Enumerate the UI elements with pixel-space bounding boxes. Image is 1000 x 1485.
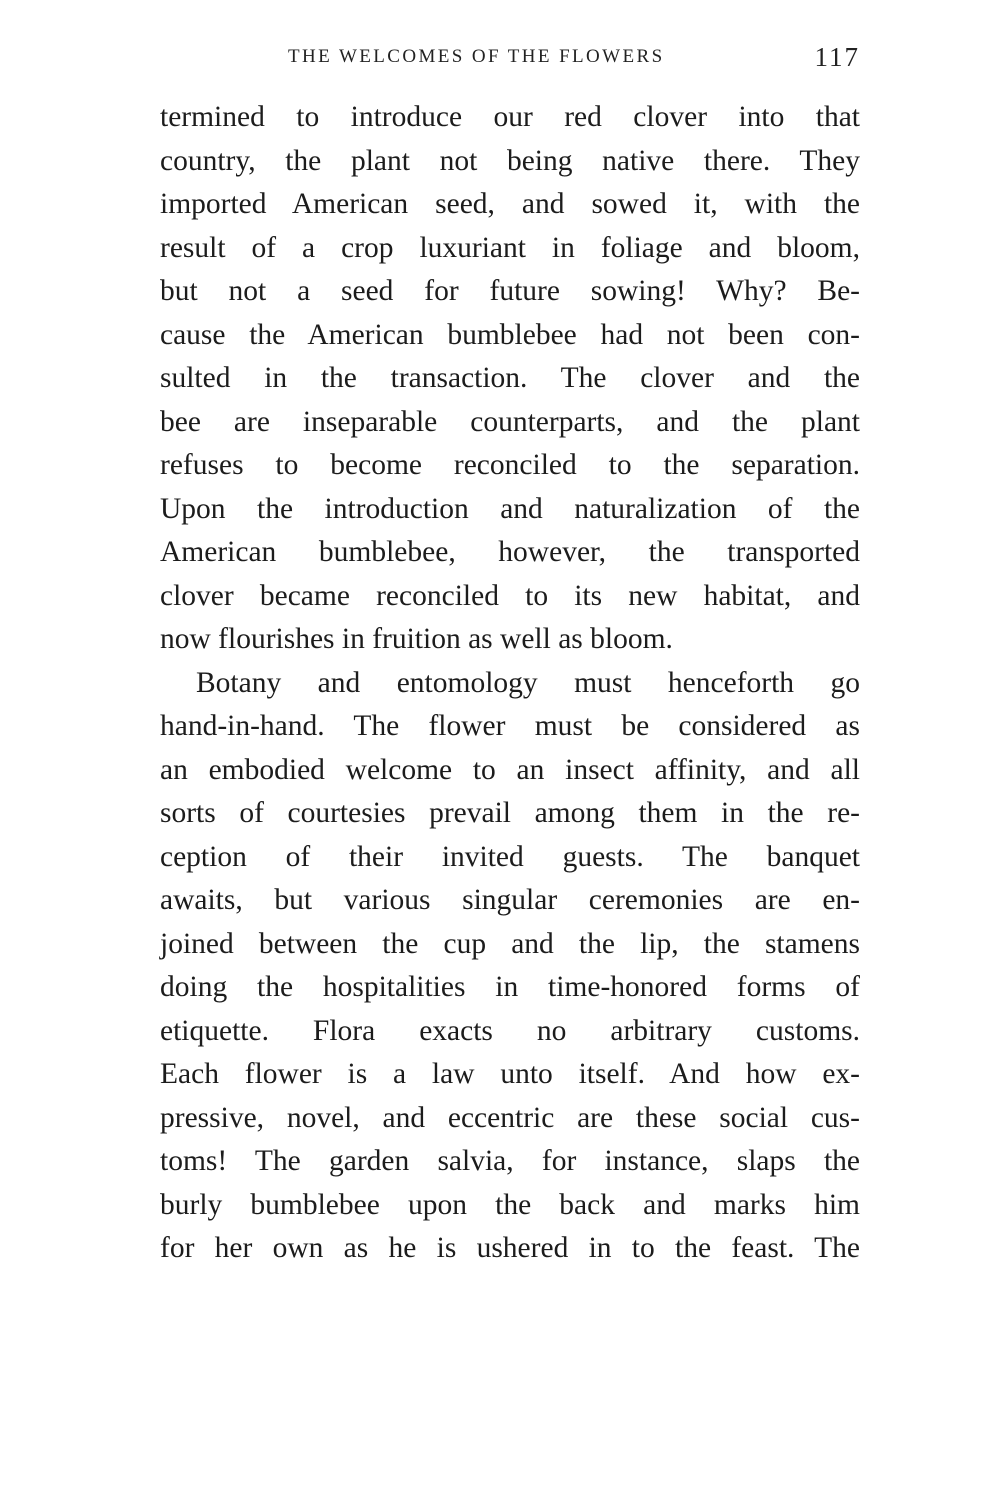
text-line: awaits, but various singular ceremonies are en- — [160, 884, 860, 916]
text-line: etiquette. Flora exacts no arbitrary customs. — [160, 1014, 860, 1047]
text-line: sulted in the transaction. The clover and the — [160, 362, 860, 394]
text-line: termined to introduce our red clover into that — [160, 101, 860, 133]
text-line: toms! The garden salvia, for instance, slaps the — [160, 1145, 860, 1177]
text-line: bee are inseparable counterparts, and the plant — [160, 405, 860, 438]
text-line: an embodied welcome to an insect affinity, and all — [160, 753, 860, 786]
text-line: imported American seed, and sowed it, with the — [160, 188, 860, 220]
text-line: but not a seed for future sowing! Why? Be- — [160, 275, 860, 307]
page-number: 117 — [814, 42, 860, 72]
text-line: now flourishes in fruition as well as bloom. — [160, 623, 673, 655]
text-line: American bumblebee, however, the transported — [160, 536, 860, 568]
text-line: joined between the cup and the lip, the stamens — [160, 927, 860, 960]
text-line: cause the American bumblebee had not been con- — [160, 318, 860, 351]
running-head — [160, 44, 860, 74]
text-line: refuses to become reconciled to the separation. — [160, 449, 860, 481]
text-line: Upon the introduction and naturalization of the — [160, 492, 860, 525]
text-line: clover became reconciled to its new habitat, and — [160, 579, 860, 612]
body-text — [160, 96, 860, 1271]
text-line: pressive, novel, and eccentric are these social cus- — [160, 1101, 860, 1134]
text-line: doing the hospitalities in time-honored forms of — [160, 971, 860, 1003]
running-title: THE WELCOMES OF THE FLOWERS — [288, 46, 665, 67]
paragraph — [160, 662, 860, 1271]
text-line: result of a crop luxuriant in foliage and bloom, — [160, 231, 860, 264]
text-line: Each flower is a law unto itself. And how ex- — [160, 1058, 860, 1090]
text-line: Botany and entomology must henceforth go — [196, 666, 860, 699]
text-line: country, the plant not being native there. They — [160, 144, 860, 177]
text-line: sorts of courtesies prevail among them in the re- — [160, 797, 860, 829]
text-line: burly bumblebee upon the back and marks him — [160, 1188, 860, 1221]
paragraph — [160, 96, 860, 662]
text-line: hand-in-hand. The flower must be considered as — [160, 710, 860, 742]
text-line: for her own as he is ushered in to the feast. The — [160, 1232, 860, 1264]
text-line: ception of their invited guests. The banquet — [160, 840, 860, 873]
